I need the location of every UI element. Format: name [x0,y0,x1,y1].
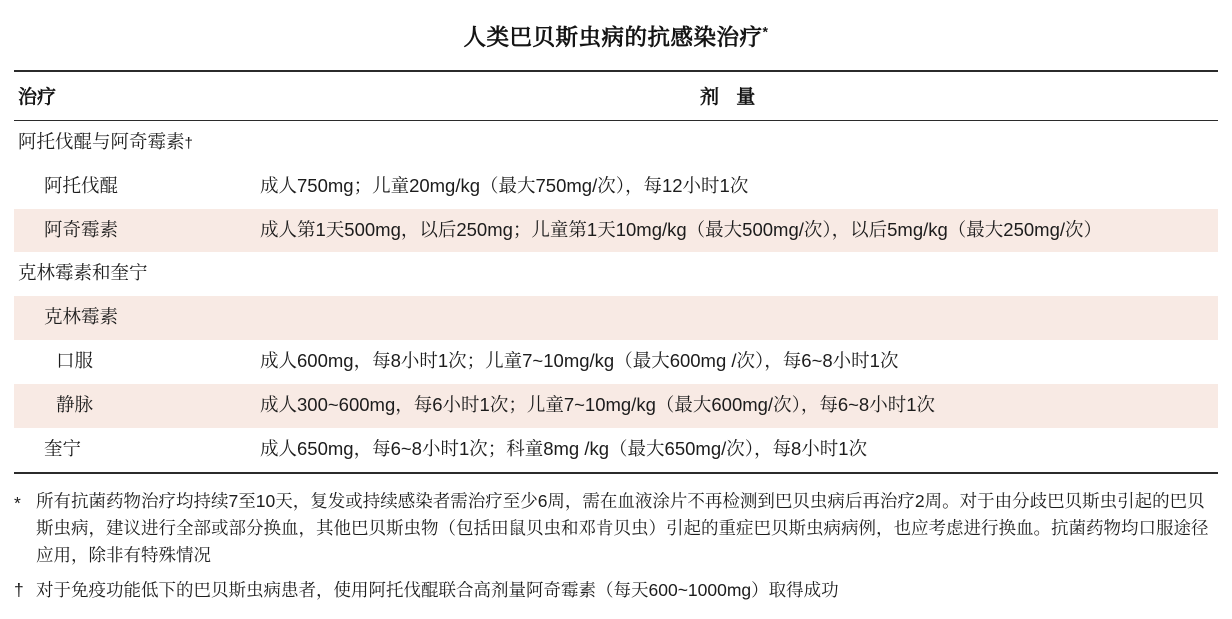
footnotes [14,474,1218,605]
footnote-dagger [14,577,1218,604]
footnote-text: 对于免疫功能低下的巴贝斯虫病患者，使用阿托伐醌联合高剂量阿奇霉素（每天600~1000mg）取得成功 [36,579,839,600]
row-dose [260,296,1218,340]
row-dose: 成人650mg，每6~8小时1次；科童8mg /kg（最大650mg/次），每8小时1次 [260,437,868,459]
table-row [14,209,1218,253]
table-header-row [14,71,1218,121]
table-row [14,428,1218,473]
treatment-table [14,70,1218,474]
table-row [14,340,1218,384]
table-row [14,121,1218,165]
column-header-treatment: 治疗 [14,71,260,121]
footnote-marker: † [14,579,24,600]
page-title-text: 人类巴贝斯虫病的抗感染治疗 [463,25,763,50]
footnote-marker-dagger: † [184,135,193,152]
table-row [14,296,1218,340]
table-row [14,384,1218,428]
row-label: 阿托伐醌 [44,174,119,196]
footnote-star [14,488,1218,569]
row-label: 口服 [56,350,94,372]
page-title [14,0,1218,70]
row-label: 克林霉素 [14,296,260,340]
row-label: 静脉 [14,384,260,428]
row-dose [260,121,1218,165]
row-dose: 成人300~600mg，每6小时1次；儿童7~10mg/kg（最大600mg/次），每6~8小时1次 [260,384,1218,428]
row-dose: 成人750mg；儿童20mg/kg（最大750mg/次），每12小时1次 [260,174,749,196]
row-dose: 成人第1天500mg，以后250mg；儿童第1天10mg/kg（最大500mg/次），以后5mg/kg（最大250mg/次） [260,209,1218,253]
page-title-footnote-marker: * [762,23,769,40]
row-dose: 成人600mg，每8小时1次；儿童7~10mg/kg（最大600mg /次），每6~8小时1次 [260,350,899,372]
row-dose [260,252,1218,296]
row-label: 克林霉素和奎宁 [18,262,148,284]
footnote-marker: * [14,492,21,513]
row-label: 奎宁 [44,437,82,459]
table-row [14,252,1218,296]
column-header-dose: 剂 量 [260,71,1218,121]
row-label: 阿托伐醌与阿奇霉素† [18,131,193,152]
table-row [14,165,1218,209]
table-header [14,71,1218,121]
row-label: 阿奇霉素 [14,209,260,253]
footnote-text: 所有抗菌药物治疗均持续7至10天，复发或持续感染者需治疗至少6周，需在血液涂片不再检测到巴贝虫病后再治疗2周。对于由分歧巴贝斯虫引起的巴贝斯虫病，建议进行全部或部分换血，其他巴贝斯虫物（包括田鼠贝虫和邓肯贝虫）引起的重症巴贝斯虫病病例，也应考虑进行换血。抗菌药物均口服途径应用，除非有特殊情况 [36,490,1209,565]
table-body [14,121,1218,473]
